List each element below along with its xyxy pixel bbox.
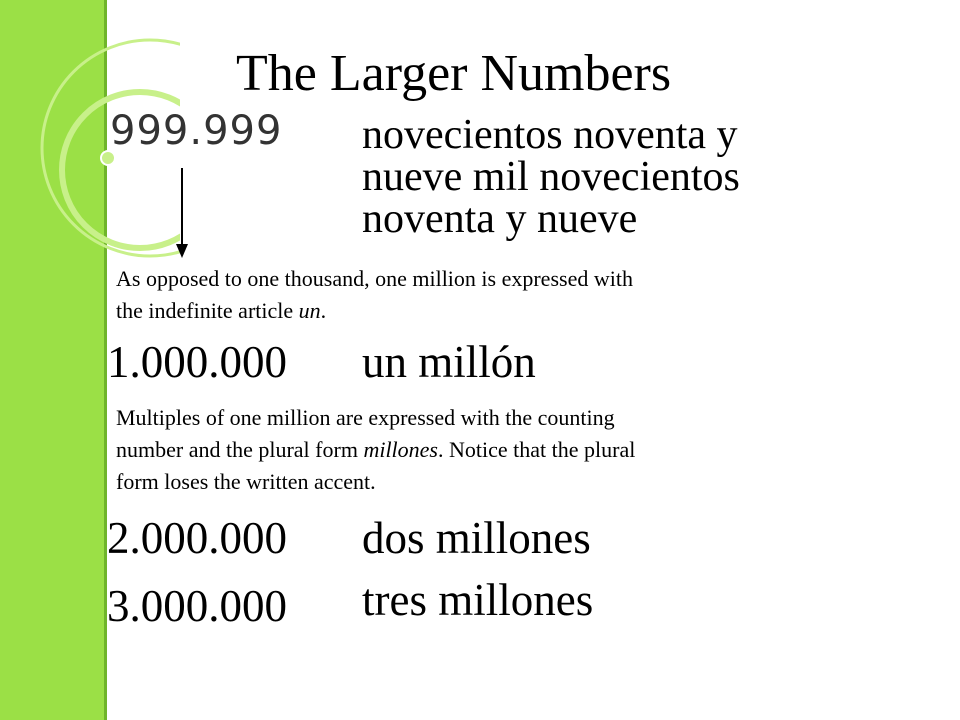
note2-line-1: Multiples of one million are expressed with the counting	[116, 405, 615, 430]
note2-line-3: form loses the written accent.	[116, 469, 376, 494]
note1-line2-suffix: .	[320, 298, 327, 323]
number-999999: 999.999	[110, 108, 283, 154]
note1-line-2	[116, 295, 886, 327]
number-3000000: 3.000.000	[107, 581, 287, 631]
note1-line-1: As opposed to one thousand, one million is expressed with	[116, 266, 633, 291]
words-2000000: dos millones	[362, 513, 591, 563]
note1-line2-prefix: the indefinite article	[116, 298, 299, 323]
note2-line2-prefix: number and the plural form	[116, 437, 364, 462]
slide-title: The Larger Numbers	[236, 45, 672, 102]
words-3000000: tres millones	[362, 575, 594, 625]
note-plural-millones	[116, 402, 886, 498]
words-999999	[362, 114, 922, 240]
note2-italic-word: millones	[363, 437, 438, 462]
words-1000000: un millón	[362, 337, 536, 387]
note1-italic-word: un	[298, 298, 321, 323]
note-indefinite-article	[116, 263, 886, 327]
number-1000000: 1.000.000	[107, 337, 287, 387]
words-line-2: nueve mil novecientos	[362, 154, 740, 200]
down-arrow-icon	[170, 166, 194, 260]
number-2000000: 2.000.000	[107, 513, 287, 563]
words-line-3: noventa y nueve	[362, 196, 638, 242]
note2-line-2	[116, 434, 886, 466]
words-line-1: novecientos noventa y	[362, 112, 738, 158]
note2-line2-suffix: . Notice that the plural	[438, 437, 636, 462]
